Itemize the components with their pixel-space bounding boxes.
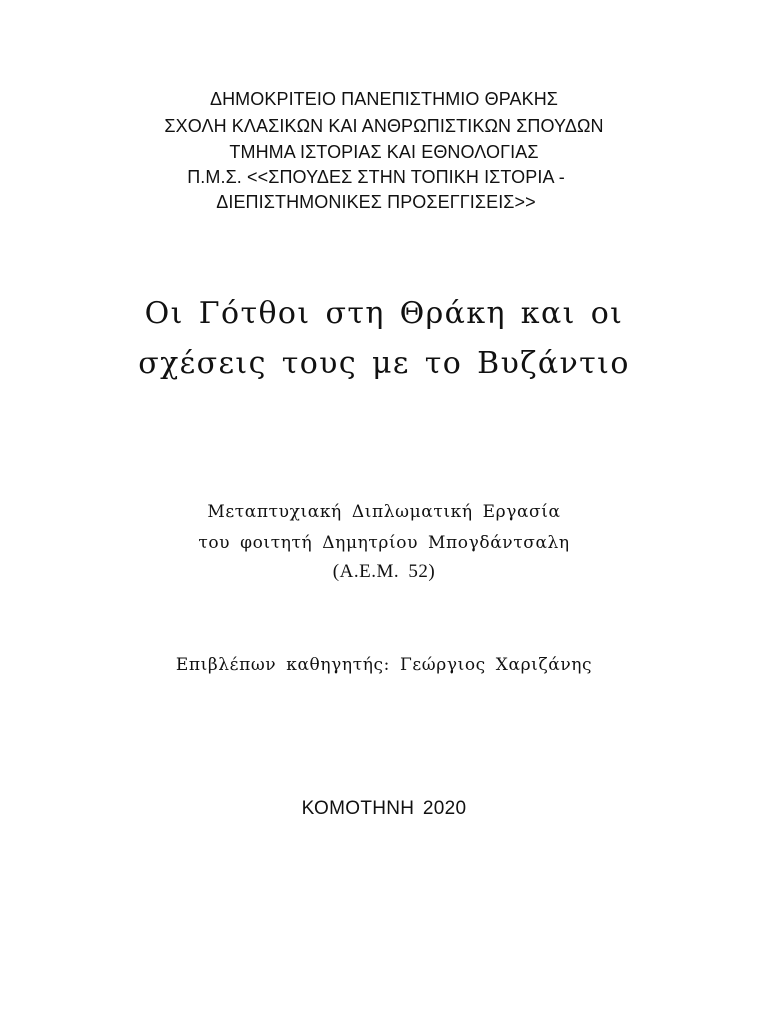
place-and-year: ΚΟΜΟΤΗΝΗ 2020 — [301, 798, 467, 819]
thesis-type: Μεταπτυχιακή Διπλωματική Εργασία — [207, 502, 561, 522]
school-name: ΣΧΟΛΗ ΚΛΑΣΙΚΩΝ ΚΑΙ ΑΝΘΡΩΠΙΣΤΙΚΩΝ ΣΠΟΥΔΩΝ — [164, 116, 604, 136]
student-registration-number: (Α.Ε.Μ. 52) — [332, 561, 436, 582]
department-name: ΤΜΗΜΑ ΙΣΤΟΡΙΑΣ ΚΑΙ ΕΘΝΟΛΟΓΙΑΣ — [229, 142, 539, 162]
program-name-line-2: ΔΙΕΠΙΣΤΗΜΟΝΙΚΕΣ ΠΡΟΣΕΓΓΙΣΕΙΣ>> — [216, 192, 536, 212]
university-name: ΔΗΜΟΚΡΙΤΕΙΟ ΠΑΝΕΠΙΣΤΗΜΙΟ ΘΡΑΚΗΣ — [209, 89, 559, 109]
thesis-title-line-2: σχέσεις τους με το Βυζάντιο — [138, 346, 630, 381]
thesis-title-line-1: Οι Γότθοι στη Θράκη και οι — [144, 296, 624, 331]
program-name-line-1: Π.Μ.Σ. <<ΣΠΟΥΔΕΣ ΣΤΗΝ ΤΟΠΙΚΗ ΙΣΤΟΡΙΑ - — [187, 167, 565, 187]
supervisor-line: Επιβλέπων καθηγητής: Γεώργιος Χαριζάνης — [175, 655, 593, 675]
thesis-author: του φοιτητή Δημητρίου Μπογδάντσαλη — [198, 533, 570, 553]
